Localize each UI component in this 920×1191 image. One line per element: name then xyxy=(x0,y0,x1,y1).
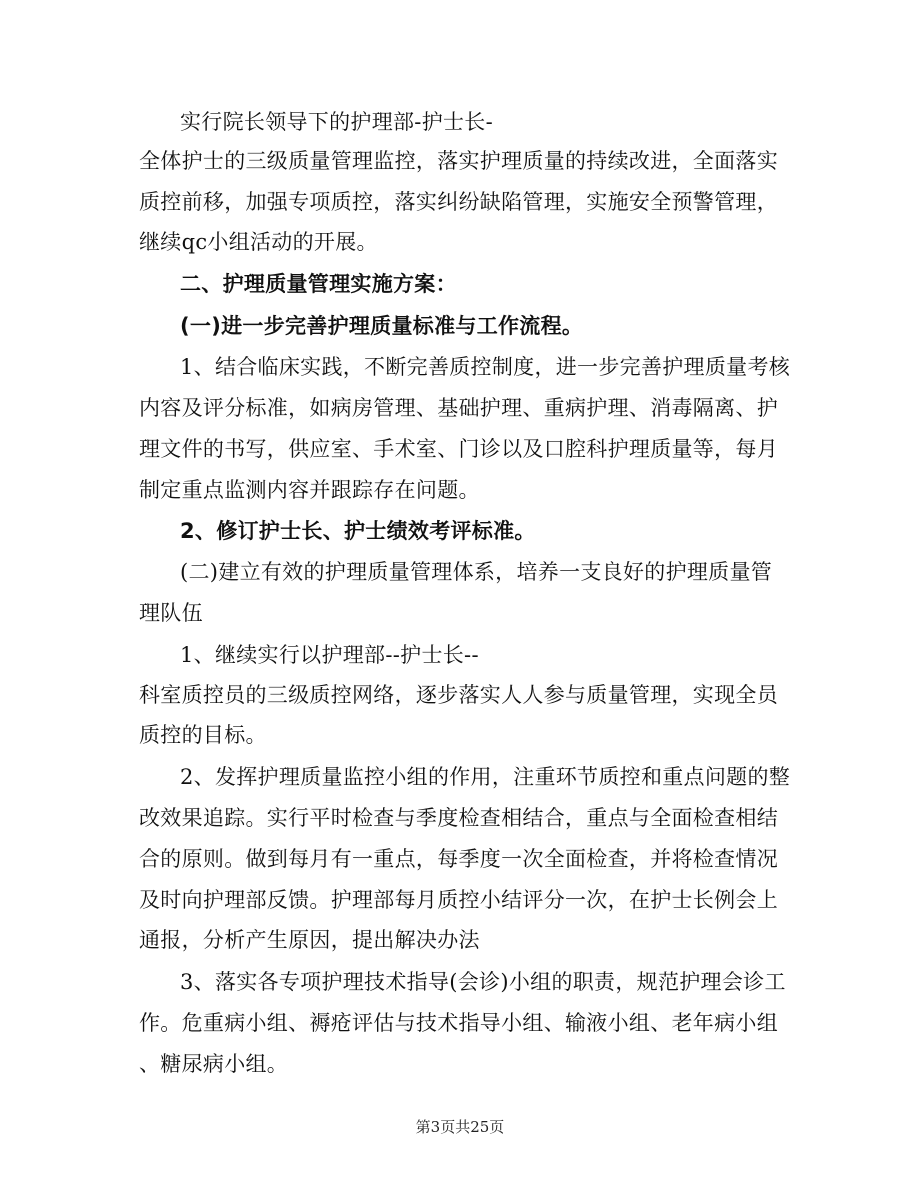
subsection-heading: 2、修订护士长、护士绩效考评标准。 xyxy=(180,519,536,543)
paragraph-line: 、糖尿病小组。 xyxy=(139,1052,289,1076)
paragraph-line: 通报，分析产生原因，提出解决办法 xyxy=(139,928,480,952)
paragraph-line: 继续qc小组活动的开展。 xyxy=(139,230,378,254)
page-number: 第3页共25页 xyxy=(415,1118,505,1136)
paragraph-line: 理队伍 xyxy=(139,601,203,625)
paragraph-line: 制定重点监测内容并跟踪存在问题。 xyxy=(139,478,480,502)
paragraph-line: 及时向护理部反馈。护理部每月质控小结评分一次，在护士长例会上 xyxy=(139,888,778,912)
paragraph-line: 理文件的书写，供应室、手术室、门诊以及口腔科护理质量等，每月 xyxy=(139,437,778,461)
paragraph-line: 作。危重病小组、褥疮评估与技术指导小组、输液小组、老年病小组 xyxy=(139,1011,778,1035)
paragraph-line: 质控的目标。 xyxy=(139,723,267,747)
paragraph-line: 改效果追踪。实行平时检查与季度检查相结合，重点与全面检查相结 xyxy=(139,806,778,830)
paragraph-line: 1、继续实行以护理部--护士长-- xyxy=(180,643,479,667)
paragraph-line: 实行院长领导下的护理部-护士长- xyxy=(180,110,493,134)
paragraph-line: 合的原则。做到每月有一重点，每季度一次全面检查，并将检查情况 xyxy=(139,847,778,871)
paragraph-line: 1、结合临床实践，不断完善质控制度，进一步完善护理质量考核 xyxy=(180,355,791,379)
paragraph-line: 内容及评分标准，如病房管理、基础护理、重病护理、消毒隔离、护 xyxy=(139,396,778,420)
paragraph-line: 全体护士的三级质量管理监控，落实护理质量的持续改进，全面落实 xyxy=(139,149,778,173)
paragraph-line: 2、发挥护理质量监控小组的作用，注重环节质控和重点问题的整 xyxy=(180,765,791,789)
section-heading: 二、护理质量管理实施方案： xyxy=(180,272,457,296)
paragraph-line: 3、落实各专项护理技术指导(会诊)小组的职责，规范护理会诊工 xyxy=(180,970,786,994)
paragraph-line: 质控前移，加强专项质控，落实纠纷缺陷管理，实施安全预警管理， xyxy=(139,190,778,214)
subsection-heading: (一)进一步完善护理质量标准与工作流程。 xyxy=(180,314,584,338)
paragraph-line: 科室质控员的三级质控网络，逐步落实人人参与质量管理，实现全员 xyxy=(139,683,778,707)
paragraph-line: (二)建立有效的护理质量管理体系，培养一支良好的护理质量管 xyxy=(180,560,773,584)
